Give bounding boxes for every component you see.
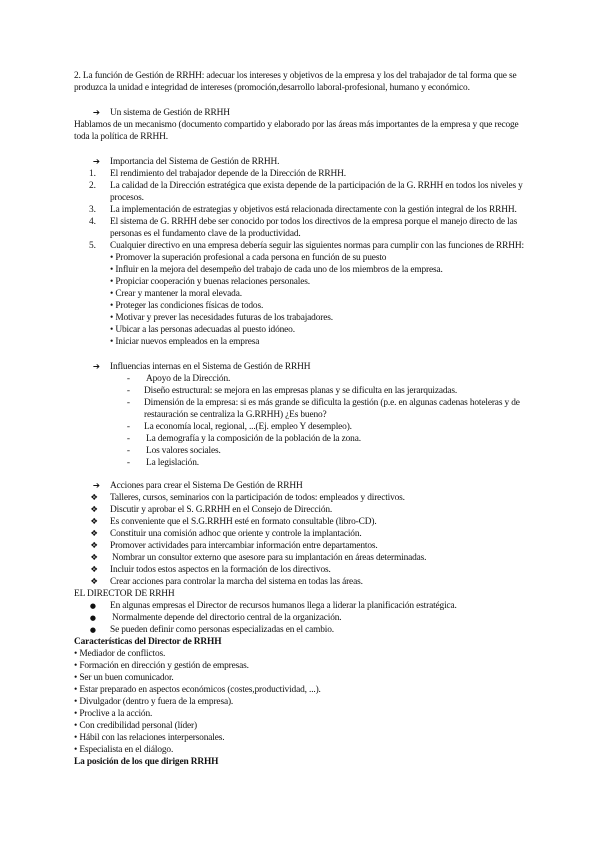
intro-line-1: 2. La función de Gestión de RRHH: adecuar los intereses y objetivos de la empresa y los del trabajador de tal forma que se <box>74 71 517 81</box>
list-number: 1. <box>88 169 96 179</box>
action-item: Talleres, cursos, seminarios con la participación de todos: empleados y directivos. <box>110 493 405 503</box>
influence-item: Los valores sociales. <box>146 446 221 456</box>
norm-item: • Ubicar a las personas adecuadas al puesto idóneo. <box>110 325 295 335</box>
diamond-bullet-icon: ❖ <box>90 493 98 503</box>
norm-item: • Influir en la mejora del desempeño del trabajo de cada uno de los miembros de la empresa. <box>110 265 443 275</box>
diamond-bullet-icon: ❖ <box>90 565 98 575</box>
characteristic-item: • Estar preparado en aspectos económicos (costes,productividad, ...). <box>74 685 321 695</box>
action-item: Discutir y aprobar el S. G.RRHH en el Consejo de Dirección. <box>110 505 333 515</box>
importance-item-5: Cualquier directivo en una empresa debería seguir las siguientes normas para cumplir con las funciones de RRHH: <box>110 241 524 251</box>
importance-heading: Importancia del Sistema de Gestión de RRHH. <box>110 157 280 167</box>
influence-item: Apoyo de la Dirección. <box>146 374 231 384</box>
characteristic-item: • Con credibilidad personal (líder) <box>74 721 197 731</box>
characteristic-item: • Hábil con las relaciones interpersonales. <box>74 733 225 743</box>
importance-item-3: La implementación de estrategias y objetivos está relacionada directamente con la gestión integral de los RRHH. <box>110 205 517 215</box>
norm-item: • Crear y mantener la moral elevada. <box>110 289 242 299</box>
dash-marker: - <box>126 422 130 432</box>
dash-marker: - <box>126 398 130 408</box>
actions-heading: Acciones para crear el Sistema De Gestión de RRHH <box>110 481 303 491</box>
characteristic-item: • Mediador de conflictos. <box>74 649 166 659</box>
influences-heading: Influencias internas en el Sistema de Gestión de RRHH <box>110 362 311 372</box>
diamond-bullet-icon: ❖ <box>90 517 98 527</box>
dash-marker: - <box>126 458 130 468</box>
system-line-2: toda la política de RRHH. <box>74 132 168 142</box>
system-line-1: Hablamos de un mecanismo (documento compartido y elaborado por las áreas más importantes de la empresa y que recoge <box>74 120 519 130</box>
influence-item-cont: restauración se centraliza la G.RRHH) ¿Es bueno? <box>144 410 327 420</box>
importance-item-2: La calidad de la Dirección estratégica que exista depende de la participación de la G. RRHH en todos los niveles y <box>110 181 523 191</box>
characteristic-item: • Formación en dirección y gestión de empresas. <box>74 661 249 671</box>
director-item: Se pueden definir como personas especializadas en el cambio. <box>110 625 334 635</box>
intro-line-2: produzca la unidad e integridad de intereses (promoción,desarrollo laboral-profesional, humano y económico. <box>74 83 470 93</box>
round-bullet-icon: ● <box>89 614 96 622</box>
dash-marker: - <box>126 434 130 444</box>
importance-item-2-cont: procesos. <box>110 193 144 203</box>
influence-item: Dimensión de la empresa: si es más grande se dificulta la gestión (p.e. en algunas cadenas hoteleras y de <box>144 398 520 408</box>
influence-item: La legislación. <box>146 458 199 468</box>
action-item: Es conveniente que el S.G.RRHH esté en formato consultable (libro-CD). <box>110 517 377 527</box>
round-bullet-icon: ● <box>89 626 96 634</box>
importance-item-4-cont: personas es el fundamento clave de la productividad. <box>110 229 301 239</box>
arrow-icon: ➔ <box>92 108 100 118</box>
director-item: En algunas empresas el Director de recursos humanos llega a liderar la planificación estratégica. <box>110 601 457 611</box>
characteristic-item: • Especialista en el diálogo. <box>74 745 174 755</box>
characteristic-item: • Proclive a la acción. <box>74 709 153 719</box>
dash-marker: - <box>126 446 130 456</box>
diamond-bullet-icon: ❖ <box>90 505 98 515</box>
director-item: Normalmente depende del directorio central de la organización. <box>112 613 342 623</box>
importance-item-1: El rendimiento del trabajador depende de la Dirección de RRHH. <box>110 169 346 179</box>
arrow-icon: ➔ <box>92 481 100 491</box>
list-number: 3. <box>88 205 96 215</box>
diamond-bullet-icon: ❖ <box>90 553 98 563</box>
diamond-bullet-icon: ❖ <box>90 577 98 587</box>
norm-item: • Propiciar cooperación y buenas relaciones personales. <box>110 277 310 287</box>
dash-marker: - <box>126 386 130 396</box>
arrow-icon: ➔ <box>92 157 100 167</box>
characteristics-heading: Características del Director de RRHH <box>74 637 222 647</box>
norm-item: • Iniciar nuevos empleados en la empresa <box>110 337 260 347</box>
norm-item: • Proteger las condiciones físicas de todos. <box>110 301 264 311</box>
action-item: Incluir todos estos aspectos en la formación de los directivos. <box>110 565 331 575</box>
action-item: Nombrar un consultor externo que asesore para su implantación en áreas determinadas. <box>112 553 427 563</box>
director-heading: EL DIRECTOR DE RRHH <box>74 589 175 599</box>
characteristic-item: • Ser un buen comunicador. <box>74 673 174 683</box>
list-number: 5. <box>88 241 96 251</box>
importance-item-4: El sistema de G. RRHH debe ser conocido por todos los directivos de la empresa porque el manejo directo de las <box>110 217 518 227</box>
position-heading: La posición de los que dirigen RRHH <box>74 757 219 767</box>
norm-item: • Promover la superación profesional a cada persona en función de su puesto <box>110 253 387 263</box>
influence-item: Diseño estructural: se mejora en las empresas planas y se dificulta en las jerarquizadas. <box>144 386 458 396</box>
norm-item: • Motivar y prever las necesidades futuras de los trabajadores. <box>110 313 333 323</box>
action-item: Crear acciones para controlar la marcha del sistema en todas las áreas. <box>110 577 363 587</box>
list-number: 4. <box>88 217 96 227</box>
action-item: Promover actividades para intercambiar información entre departamentos. <box>110 541 378 551</box>
diamond-bullet-icon: ❖ <box>90 541 98 551</box>
influence-item: La economía local, regional, ...(Ej. empleo Y desempleo). <box>144 422 352 432</box>
system-heading: Un sistema de Gestión de RRHH <box>110 108 230 118</box>
diamond-bullet-icon: ❖ <box>90 529 98 539</box>
influence-item: La demografía y la composición de la población de la zona. <box>146 434 361 444</box>
action-item: Constituir una comisión adhoc que oriente y controle la implantación. <box>110 529 362 539</box>
list-number: 2. <box>88 181 96 191</box>
round-bullet-icon: ● <box>89 602 96 610</box>
characteristic-item: • Divulgador (dentro y fuera de la empresa). <box>74 697 234 707</box>
dash-marker: - <box>126 374 130 384</box>
arrow-icon: ➔ <box>92 362 100 372</box>
